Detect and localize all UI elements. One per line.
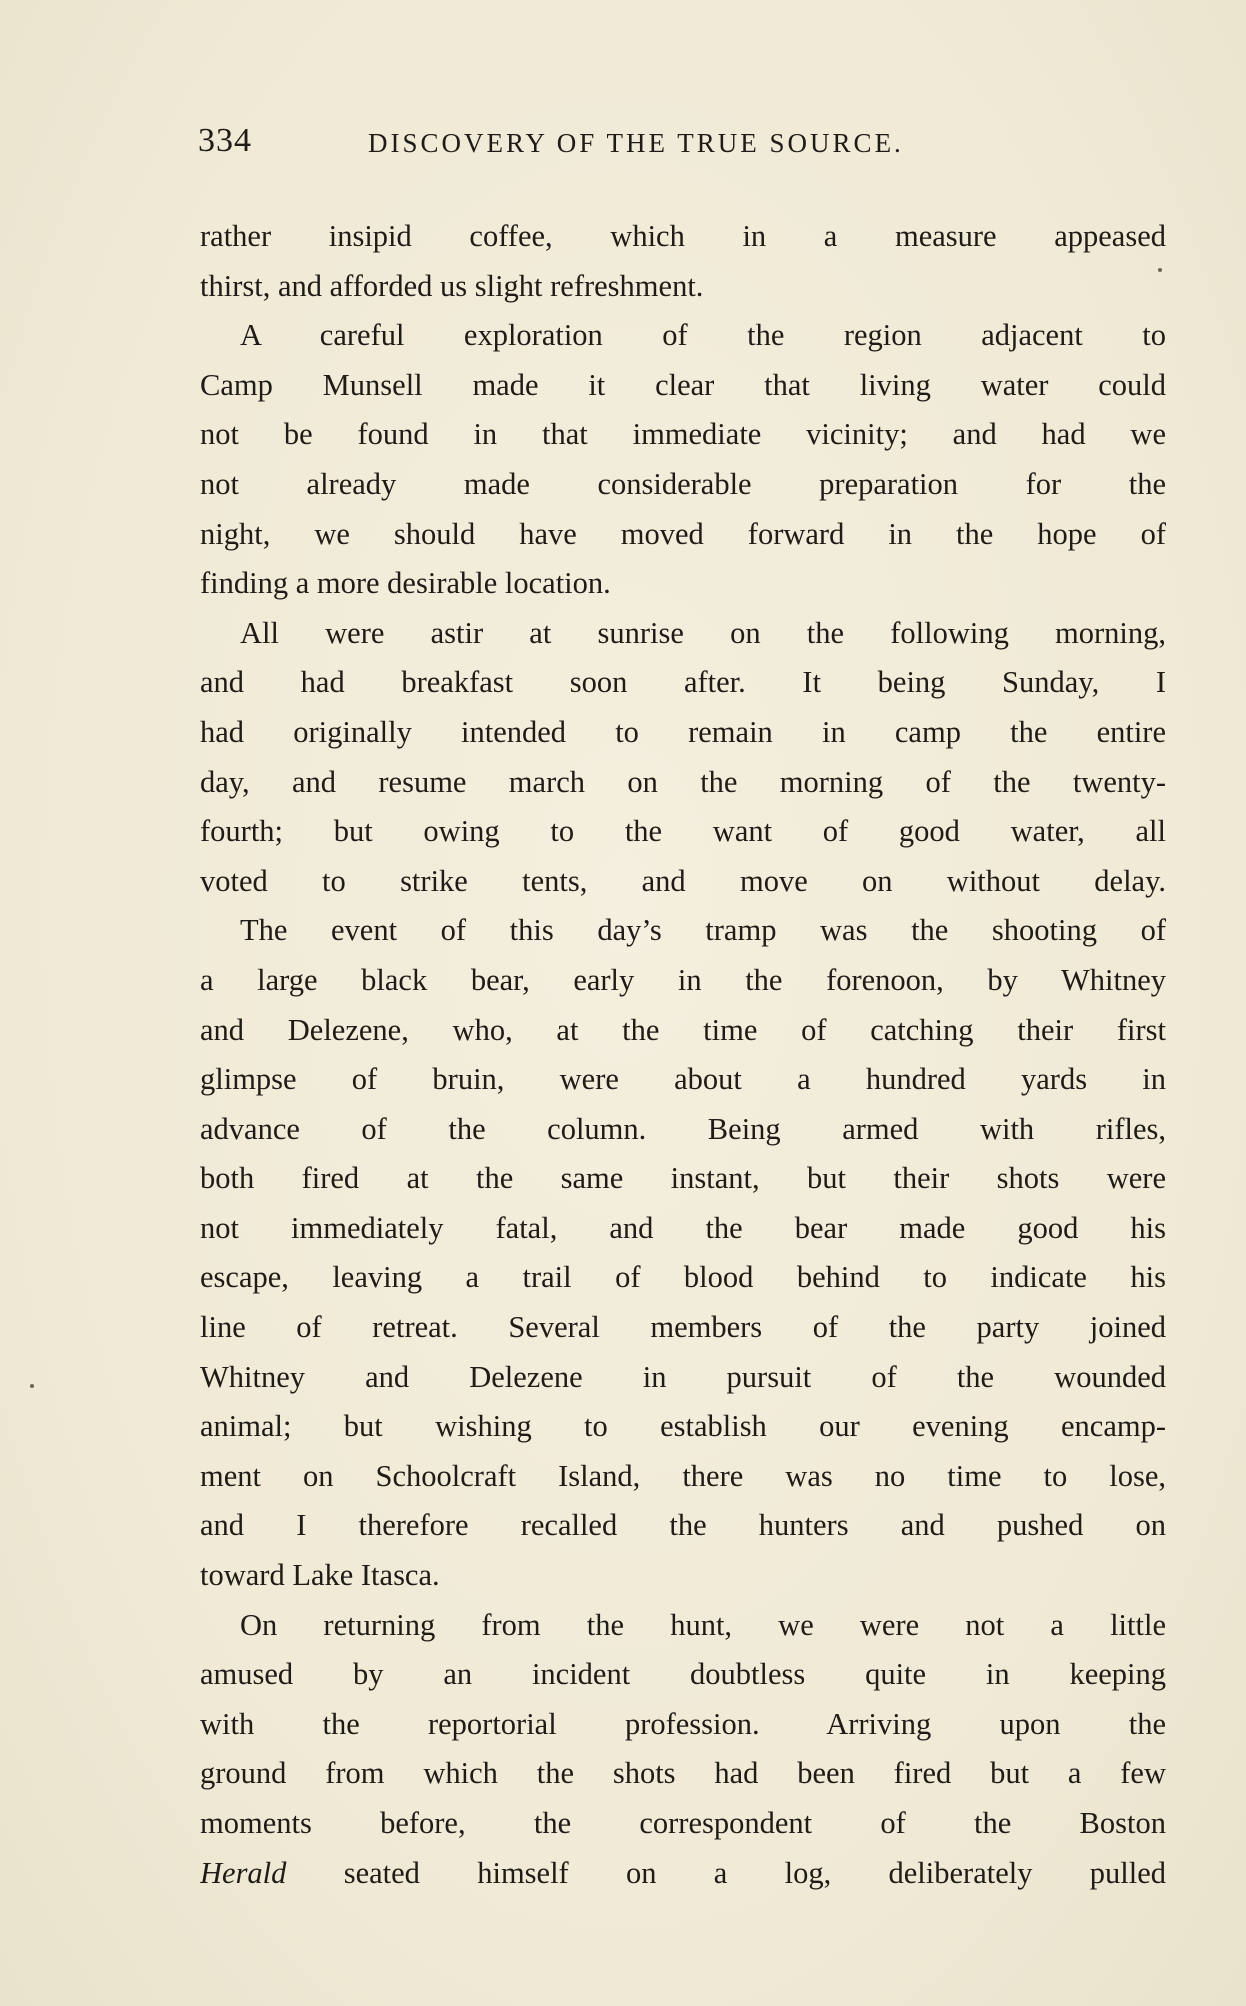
text-line: ground from which the shots had been fired but a few [200, 1756, 1166, 1791]
text-line: finding a more desirable location. [200, 566, 611, 601]
text-line: day, and resume march on the morning of the twenty- [200, 764, 1166, 799]
text-line: Camp Munsell made it clear that living water could [200, 367, 1166, 402]
text-line: night, we should have moved forward in the hope of [200, 516, 1166, 551]
text-line-rest: seated himself on a log, deliberately pulled [343, 1855, 1166, 1890]
text-line: with the reportorial profession. Arriving upon the [200, 1706, 1166, 1741]
text-line: rather insipid coffee, which in a measure appeased [200, 219, 1166, 253]
text-line: and Delezene, who, at the time of catching their first [200, 1012, 1166, 1047]
text-line-last [200, 1849, 1166, 1899]
text-line: glimpse of bruin, were about a hundred yards in [200, 1062, 1166, 1097]
text-line: escape, leaving a trail of blood behind to indicate his [200, 1260, 1166, 1295]
text-line: a large black bear, early in the forenoon, by Whitney [200, 962, 1166, 997]
text-line: both fired at the same instant, but their shots were [200, 1161, 1166, 1196]
text-line: voted to strike tents, and move on without delay. [200, 863, 1166, 898]
text-line: toward Lake Itasca. [200, 1558, 440, 1593]
text-line: On returning from the hunt, we were not a little [240, 1607, 1166, 1642]
page-header [198, 122, 1008, 168]
text-line: advance of the column. Being armed with rifles, [200, 1111, 1166, 1146]
text-line: Whitney and Delezene in pursuit of the wounded [200, 1359, 1166, 1394]
page-number: 334 [198, 122, 252, 159]
text-line: not immediately fatal, and the bear made good his [200, 1210, 1166, 1245]
text-line: and had breakfast soon after. It being Sunday, I [200, 665, 1166, 700]
paper-speck [1158, 268, 1162, 272]
text-line: animal; but wishing to establish our evening encamp- [200, 1409, 1166, 1444]
running-head: DISCOVERY OF THE TRUE SOURCE. [368, 128, 904, 158]
text-line: amused by an incident doubtless quite in keeping [200, 1657, 1166, 1692]
text-line: line of retreat. Several members of the party joined [200, 1310, 1166, 1345]
text-line: ment on Schoolcraft Island, there was no time to lose, [200, 1458, 1166, 1493]
text-line: not already made considerable preparation for the [200, 466, 1166, 501]
text-line: had originally intended to remain in camp the entire [200, 714, 1166, 749]
text-line: All were astir at sunrise on the following morning, [240, 615, 1166, 650]
paper-speck [30, 1384, 34, 1388]
text-line: and I therefore recalled the hunters and pushed on [200, 1508, 1166, 1543]
text-line: The event of this day’s tramp was the shooting of [240, 913, 1166, 948]
text-line: A careful exploration of the region adjacent to [240, 318, 1166, 353]
body-text [200, 212, 1166, 1898]
text-line: thirst, and afforded us slight refreshment. [200, 268, 704, 303]
text-line: fourth; but owing to the want of good water, all [200, 814, 1166, 849]
text-line: not be found in that immediate vicinity; and had we [200, 417, 1166, 452]
italic-word-herald: Herald [200, 1855, 287, 1890]
text-line: moments before, the correspondent of the Boston [200, 1806, 1166, 1840]
